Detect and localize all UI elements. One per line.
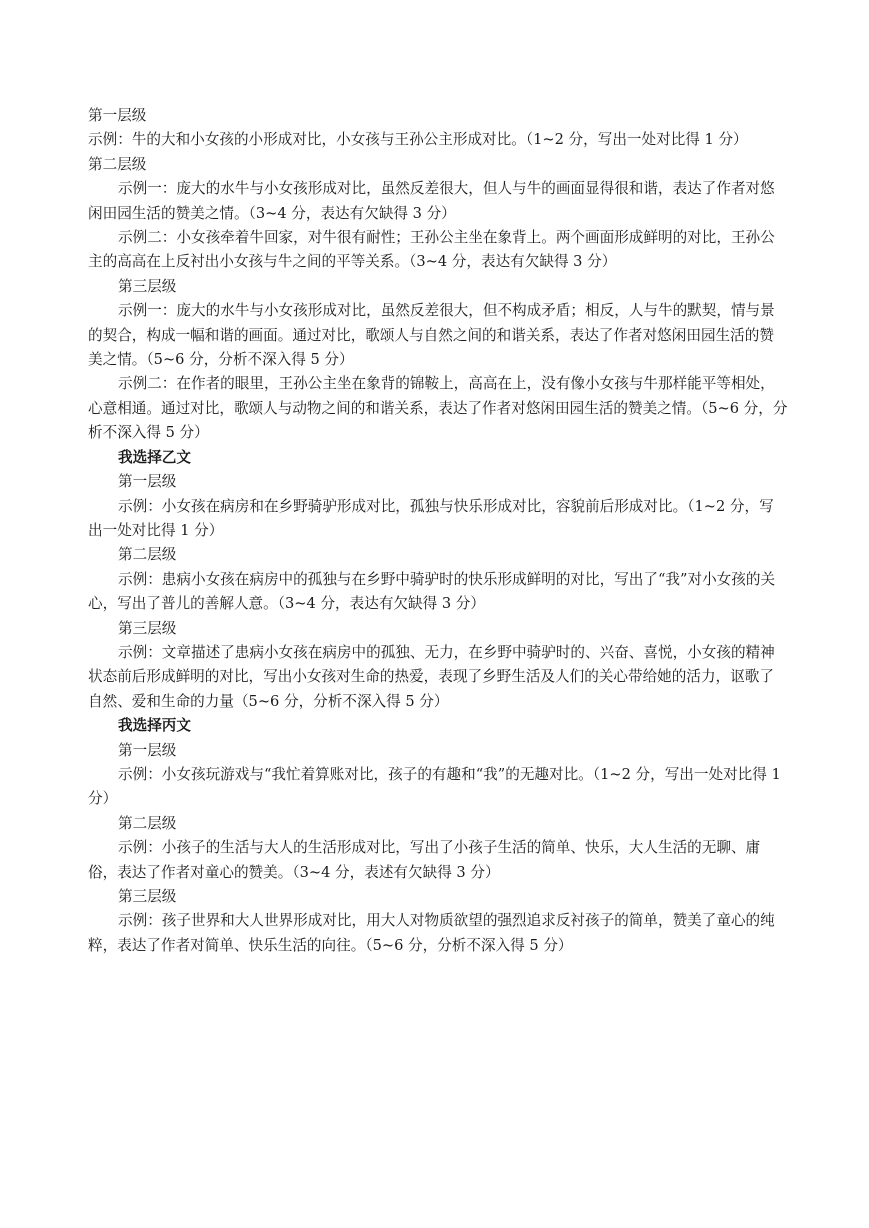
heading-level-2: 第二层级 [88, 155, 147, 173]
heading-level-2: 第二层级 [118, 546, 177, 564]
heading-level-3: 第三层级 [118, 888, 177, 905]
document-body [88, 104, 788, 958]
section-heading-bing: 我选择丙文 [118, 717, 191, 735]
heading-level-3: 第三层级 [118, 277, 177, 295]
heading-level-3: 第三层级 [118, 619, 177, 637]
example-paragraph: 示例：小女孩在病房和在乡野骑驴形成对比，孤独与快乐形成对比，容貌前后形成对比。（1~2 分，写出一处对比得 1 分） [88, 497, 774, 539]
example-paragraph: 示例二：在作者的眼里，王孙公主坐在象背的锦鞍上，高高在上，没有像小女孩与牛那样能平等相处，心意相通。通过对比，歌颂人与动物之间的和谐关系，表达了作者对悠闲田园生活的赞美之情。（5~6 分，分析不深入得 5 分） [88, 375, 788, 442]
example-paragraph: 示例一：庞大的水牛与小女孩形成对比，虽然反差很大，但不构成矛盾；相反，人与牛的默契，情与景的契合，构成一幅和谐的画面。通过对比，歌颂人与自然之间的和谐关系，表达了作者对悠闲田园生活的赞美之情。（5~6 分，分析不深入得 5 分） [88, 302, 775, 369]
section-heading-yi: 我选择乙文 [118, 448, 191, 466]
example-paragraph: 示例：孩子世界和大人世界形成对比，用大人对物质欲望的强烈追求反衬孩子的简单，赞美了童心的纯粹，表达了作者对简单、快乐生活的向往。（5~6 分，分析不深入得 5 分） [88, 912, 775, 954]
example-paragraph: 示例：牛的大和小女孩的小形成对比，小女孩与王孙公主形成对比。（1~2 分，写出一处对比得 1 分） [88, 131, 748, 149]
example-paragraph: 示例：患病小女孩在病房中的孤独与在乡野中骑驴时的快乐形成鲜明的对比，写出了“我”对小女孩的关心，写出了普儿的善解人意。（3~4 分，表达有欠缺得 3 分） [88, 570, 776, 613]
example-paragraph: 示例二：小女孩牵着牛回家，对牛很有耐性；王孙公主坐在象背上。两个画面形成鲜明的对比，王孙公主的高高在上反衬出小女孩与牛之间的平等关系。（3~4 分，表达有欠缺得 3 分） [88, 229, 775, 271]
example-paragraph: 示例：小孩子的生活与大人的生活形成对比，写出了小孩子生活的简单、快乐，大人生活的无聊、庸俗，表达了作者对童心的赞美。（3~4 分，表述有欠缺得 3 分） [88, 839, 761, 881]
heading-level-1: 第一层级 [88, 107, 147, 124]
example-paragraph: 示例一：庞大的水牛与小女孩形成对比，虽然反差很大，但人与牛的画面显得很和谐，表达了作者对悠闲田园生活的赞美之情。（3~4 分，表达有欠缺得 3 分） [88, 180, 775, 222]
example-paragraph: 示例：文章描述了患病小女孩在病房中的孤独、无力，在乡野中骑驴时的、兴奋、喜悦，小女孩的精神状态前后形成鲜明的对比，写出小女孩对生命的热爱，表现了乡野生活及人们的关心带给她的活力，讴歌了自然、爱和生命的力量（5~6 分，分析不深入得 5 分） [88, 643, 775, 710]
example-paragraph: 示例：小女孩玩游戏与“我忙着算账对比，孩子的有趣和“我”的无趣对比。（1~2 分，写出一处对比得 1 分） [88, 765, 781, 808]
heading-level-1: 第一层级 [118, 473, 177, 491]
heading-level-2: 第二层级 [118, 814, 177, 832]
heading-level-1: 第一层级 [118, 741, 177, 759]
